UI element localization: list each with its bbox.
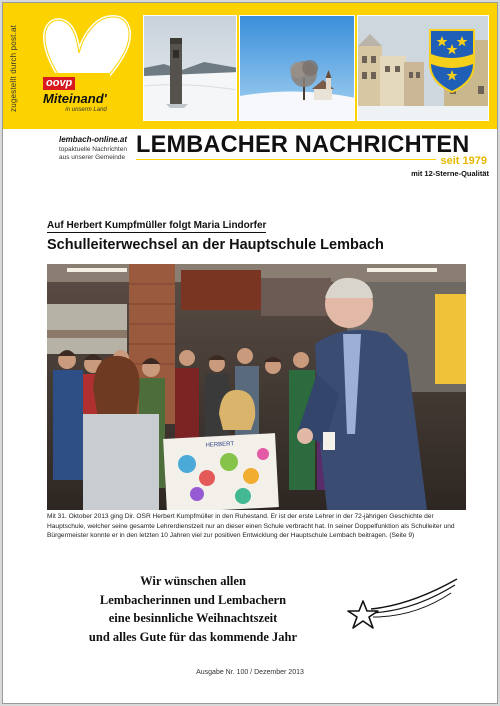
article-photo [47, 264, 466, 510]
greeting-line-4: und alles Gute für das kommende Jahr [88, 629, 298, 644]
logo-tagline: in unserm Land [65, 107, 107, 113]
postal-delivery-note: zugestellt durch post.at [9, 24, 18, 112]
coat-of-arms-icon [430, 30, 474, 92]
winter-field-with-pillar-photo [143, 15, 237, 121]
greeting-line-1: Wir wünschen allen [140, 574, 246, 588]
party-logo [39, 11, 137, 115]
shooting-star-icon [341, 575, 461, 641]
website-description: topaktuelle Nachrichten aus unserer Gemeinde [59, 146, 127, 161]
photo-caption: Mit 31. Oktober 2013 ging Dir. OSR Herbert Kumpfmüller in den Ruhestand. Er ist der erste Lehrer in der 72-jährigen Geschichte der Hauptschule, welcher seine gesamte Lehrerdienstzeit nur an dieser einen Schule verbracht hat. In seiner Doppelfunktion als Schulleiter und Bürgermeister konnte er in den letzten 10 Jahren viel zur positiven Entwicklung der Hauptschule Lembach beitragen. (Seite 9) [47, 513, 455, 540]
quality-label: mit 12-Sterne-Qualität [411, 169, 489, 178]
logo-brand: Miteinand' [43, 91, 107, 106]
masthead-rule [136, 159, 436, 160]
greeting-line-3: eine besinnliche Weihnachtszeit [108, 611, 278, 626]
snowy-village-street-with-coat-of-arms-photo [357, 15, 489, 121]
issue-label: Ausgabe Nr. 100 / Dezember 2013 [196, 669, 304, 676]
newsletter-title: LEMBACHER NACHRICHTEN [136, 131, 470, 158]
logo-party-tag: oovp [43, 77, 75, 90]
winter-chapel-with-tree-photo [239, 15, 355, 121]
website-link[interactable]: lembach-online.at [59, 135, 128, 144]
newsletter-cover [2, 2, 498, 704]
since-label: seit 1979 [440, 155, 487, 167]
article-headline: Schulleiterwechsel an der Hauptschule Lembach [47, 237, 384, 253]
poster-text: HERBERT [205, 441, 235, 449]
holiday-greeting [43, 572, 343, 646]
header-band [3, 3, 497, 129]
greeting-line-2: Lembacherinnen und Lembachern [99, 592, 287, 607]
logo-wordmark [41, 73, 110, 114]
article-kicker: Auf Herbert Kumpfmüller folgt Maria Lindorfer [47, 220, 267, 231]
